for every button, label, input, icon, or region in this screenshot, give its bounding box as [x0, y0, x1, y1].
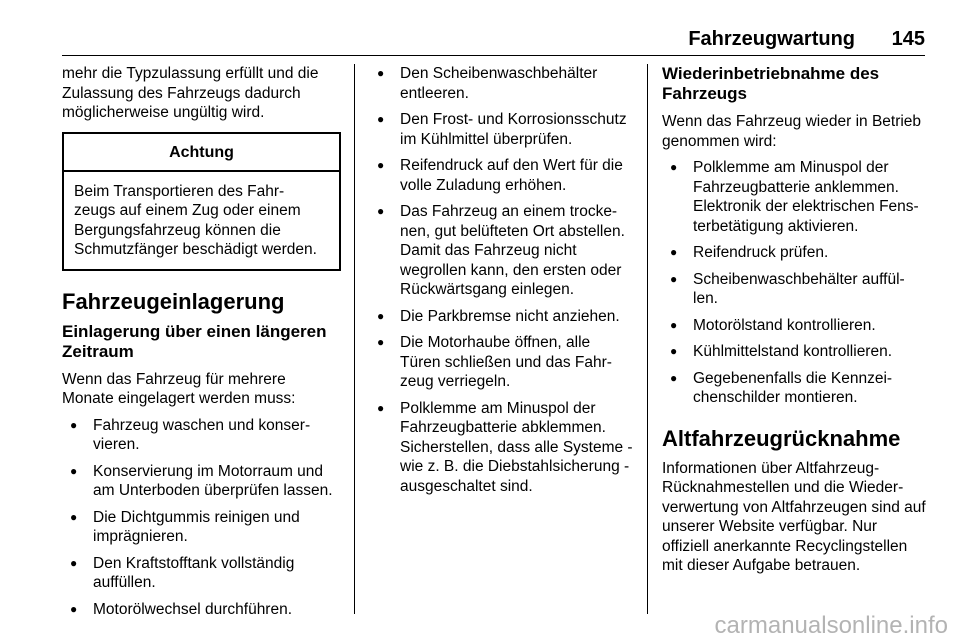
list-item: ● Das Fahrzeug an einem trocke- nen, gut belüfteten Ort abstellen. Damit das Fahrzeug nicht wegrollen kann, den ersten oder Rückwärtsgang einlegen. [369, 202, 634, 300]
list-item: ● Den Scheibenwaschbehälter entleeren. [369, 64, 634, 103]
list-item: ● Die Motorhaube öffnen, alle Türen schließen und das Fahr- zeug verriegeln. [369, 333, 634, 392]
storage-lead: Wenn das Fahrzeug für mehrere Monate eingelagert werden muss: [62, 370, 296, 407]
page-header [62, 28, 925, 52]
column-left [62, 64, 341, 619]
column-divider [647, 64, 648, 614]
list-item: ● Den Kraftstofftank vollständig auffüllen. [62, 554, 341, 593]
recommissioning-list [662, 158, 927, 408]
end-of-life-text: Informationen über Altfahrzeug- Rücknahmestellen und die Wieder- verwertung von Altfahrzeugen sind auf unserer Website verfügbar. Nur offiziell anerkannte Recyclingstellen mit dieser Aufgabe betrauen. [662, 459, 926, 574]
recommissioning-lead: Wenn das Fahrzeug wieder in Betrieb genommen wird: [662, 113, 922, 150]
list-item: ● Die Dichtgummis reinigen und imprägnieren. [62, 508, 341, 547]
list-item: ● Motorölwechsel durchführen. [62, 600, 341, 620]
section-title-end-of-life: Altfahrzeugrücknahme [662, 425, 901, 451]
list-item: ● Motorölstand kontrollieren. [662, 316, 927, 336]
list-item: ● Gegebenenfalls die Kennzei- chenschilder montieren. [662, 369, 927, 408]
list-item: ● Kühlmittelstand kontrollieren. [662, 342, 927, 362]
header-rule [62, 55, 925, 56]
watermark: carmanualsonline.info [714, 612, 948, 639]
page-number: 145 [891, 28, 925, 50]
header-title: Fahrzeugwartung [688, 28, 855, 50]
list-item: ● Reifendruck auf den Wert für die volle Zuladung erhöhen. [369, 156, 634, 195]
list-item: ● Die Parkbremse nicht anziehen. [369, 307, 634, 327]
list-item: ● Scheibenwaschbehälter auffül- len. [662, 270, 927, 309]
warning-text: Beim Transportieren des Fahr- zeugs auf einem Zug oder einem Bergungsfahrzeug können die Schmutzfänger beschädigt werden. [74, 182, 317, 258]
list-item: ● Polklemme am Minuspol der Fahrzeugbatterie anklemmen. Elektronik der elektrischen Fens- terbetätigung aktivieren. [662, 158, 927, 236]
list-item: ● Konservierung im Motorraum und am Unterboden überprüfen lassen. [62, 462, 341, 501]
list-item: ● Den Frost- und Korrosionsschutz im Kühlmittel überprüfen. [369, 110, 634, 149]
column-middle [369, 64, 634, 496]
column-right [662, 64, 927, 576]
warning-box [62, 132, 341, 271]
section-title-storage: Fahrzeugeinlagerung [62, 288, 285, 314]
storage-list [62, 416, 341, 620]
subsection-title-long-term: Einlagerung über einen längeren Zeitraum [62, 321, 327, 361]
column-divider [354, 64, 355, 614]
list-item: ● Reifendruck prüfen. [662, 243, 927, 263]
storage-list-continued [369, 64, 634, 496]
subsection-title-recommissioning: Wiederinbetriebnahme des Fahrzeugs [662, 64, 880, 103]
list-item: ● Fahrzeug waschen und konser- vieren. [62, 416, 341, 455]
list-item: ● Polklemme am Minuspol der Fahrzeugbatterie abklemmen. Sicherstellen, dass alle Systeme - wie z. B. die Diebstahlsicherung - ausgeschaltet sind. [369, 399, 634, 497]
intro-paragraph: mehr die Typzulassung erfüllt und die Zulassung des Fahrzeugs dadurch möglicherweise ungültig wird. [62, 65, 319, 121]
warning-title: Achtung [64, 134, 339, 172]
